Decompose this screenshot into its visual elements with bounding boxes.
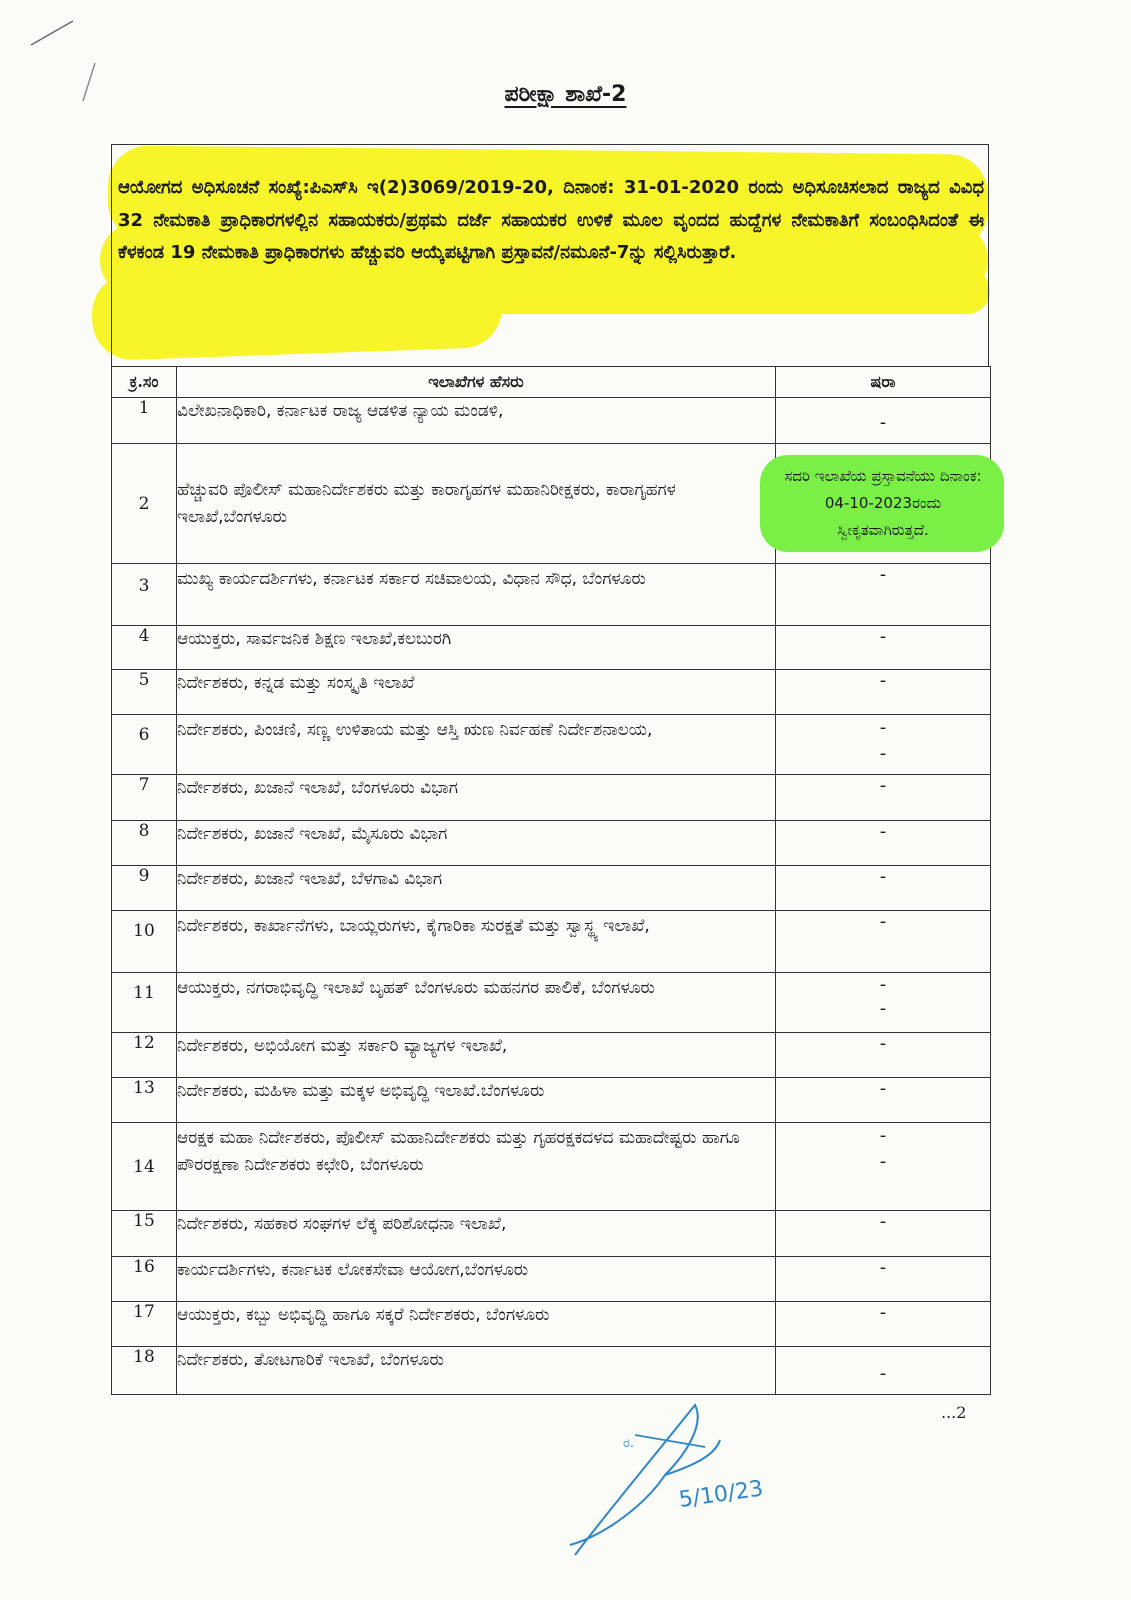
table-row (112, 973, 991, 1033)
row-serial-no: 18 (112, 1347, 177, 1395)
header-serial-no: ಕ್ರ.ಸಂ (112, 367, 177, 398)
row-remarks: - (776, 1347, 991, 1395)
row-serial-no: 10 (112, 911, 177, 973)
row-department-name: ಆಯುಕ್ತರು, ನಗರಾಭಿವೃದ್ಧಿ ಇಲಾಖೆ ಬೃಹತ್ ಬೆಂಗಳೂರು ಮಹನಗರ ಪಾಲಿಕೆ, ಬೆಂಗಳೂರು (177, 973, 776, 1033)
row-serial-no: 5 (112, 670, 177, 715)
row-department-name: ನಿರ್ದೇಶಕರು, ಖಜಾನೆ ಇಲಾಖೆ, ಬೆಂಗಳೂರು ವಿಭಾಗ (177, 775, 776, 821)
row-serial-no: 14 (112, 1123, 177, 1211)
row-remarks: - (776, 398, 991, 444)
row-department-name: ನಿರ್ದೇಶಕರು, ತೋಟಗಾರಿಕೆ ಇಲಾಖೆ, ಬೆಂಗಳೂರು (177, 1347, 776, 1395)
table-row (112, 670, 991, 715)
table-row (112, 1123, 991, 1211)
svg-text:ರ.: ರ. (623, 1436, 635, 1451)
table-row (112, 1211, 991, 1257)
header-remarks: ಷರಾ (776, 367, 991, 398)
row-department-name: ಹೆಚ್ಚುವರಿ ಪೊಲೀಸ್ ಮಹಾನಿರ್ದೇಶಕರು ಮತ್ತು ಕಾರಾಗೃಹಗಳ ಮಹಾನಿರೀಕ್ಷಕರು, ಕಾರಾಗೃಹಗಳ ಇಲಾಖೆ,ಬೆಂಗಳೂರು (177, 444, 776, 564)
row-remarks: - - (776, 1123, 991, 1211)
row-department-name: ಕಾರ್ಯದರ್ಶಿಗಳು, ಕರ್ನಾಟಕ ಲೋಕಸೇವಾ ಆಯೋಗ,ಬೆಂಗಳೂರು (177, 1257, 776, 1302)
row-remarks: - (776, 1033, 991, 1078)
row-remarks: - - (776, 715, 991, 775)
row-serial-no: 6 (112, 715, 177, 775)
row-remarks-cell (776, 444, 991, 564)
table-header-row (112, 367, 991, 398)
table-row (112, 398, 991, 444)
row-serial-no: 7 (112, 775, 177, 821)
row-department-name: ನಿರ್ದೇಶಕರು, ಖಜಾನೆ ಇಲಾಖೆ, ಬೆಳಗಾವಿ ವಿಭಾಗ (177, 866, 776, 911)
row-remarks: - (776, 775, 991, 821)
row-department-name: ನಿರ್ದೇಶಕರು, ಪಿಂಚಣಿ, ಸಣ್ಣ ಉಳಿತಾಯ ಮತ್ತು ಆಸ್ತಿ ಋಣ ನಿರ್ವಹಣೆ ನಿರ್ದೇಶನಾಲಯ, (177, 715, 776, 775)
row-serial-no: 9 (112, 866, 177, 911)
row-serial-no: 11 (112, 973, 177, 1033)
row-remarks: - - (776, 973, 991, 1033)
row-remarks: - (776, 626, 991, 670)
row-department-name: ಆರಕ್ಷಕ ಮಹಾ ನಿರ್ದೇಶಕರು, ಪೊಲೀಸ್ ಮಹಾನಿರ್ದೇಶಕರು ಮತ್ತು ಗೃಹರಕ್ಷಕದಳದ ಮಹಾದೇಷ್ಟರು ಹಾಗೂ ಪೌರರಕ್ಷಣಾ ನಿರ್ದೇಶಕರು ಕಛೇರಿ, ಬೆಂಗಳೂರು (177, 1123, 776, 1211)
row-serial-no: 13 (112, 1078, 177, 1123)
row-serial-no: 3 (112, 564, 177, 626)
table-row (112, 911, 991, 973)
row-department-name: ನಿರ್ದೇಶಕರು, ಅಭಿಯೋಗ ಮತ್ತು ಸರ್ಕಾರಿ ವ್ಯಾಜ್ಯಗಳ ಇಲಾಖೆ, (177, 1033, 776, 1078)
row-department-name: ನಿರ್ದೇಶಕರು, ಕನ್ನಡ ಮತ್ತು ಸಂಸ್ಕೃತಿ ಇಲಾಖೆ (177, 670, 776, 715)
row-remarks: - (776, 1302, 991, 1347)
row-serial-no: 16 (112, 1257, 177, 1302)
table-row (112, 1033, 991, 1078)
row-remarks: ಸದರಿ ಇಲಾಖೆಯ ಪ್ರಸ್ತಾವನೆಯು ದಿನಾಂಕ: 04-10-2023ರಂದು ಸ್ವೀಕೃತವಾಗಿರುತ್ತದೆ. (784, 467, 982, 539)
row-department-name: ನಿರ್ದೇಶಕರು, ಖಜಾನೆ ಇಲಾಖೆ, ಮೈಸೂರು ವಿಭಾಗ (177, 821, 776, 866)
notice-text: ಆಯೋಗದ ಅಧಿಸೂಚನೆ ಸಂಖ್ಯೆ:ಪಿಎಸ್‌ಸಿ ಇ(2)3069/2019-20, ದಿನಾಂಕ: 31-01-2020 ರಂದು ಅಧಿಸೂಚಿಸಲಾದ ರಾಜ್ಯದ ವಿವಿಧ 32 ನೇಮಕಾತಿ ಪ್ರಾಧಿಕಾರಗಳಲ್ಲಿನ ಸಹಾಯಕರು/ಪ್ರಥಮ ದರ್ಜೆ ಸಹಾಯಕರ ಉಳಿಕೆ ಮೂಲ ವೃಂದದ ಹುದ್ದೆಗಳ ನೇಮಕಾತಿಗೆ ಸಂಬಂಧಿಸಿದಂತೆ ಈ ಕೆಳಕಂಡ 19 ನೇಮಕಾತಿ ಪ್ರಾಧಿಕಾರಗಳು ಹೆಚ್ಚುವರಿ ಆಯ್ಕೆಪಟ್ಟಿಗಾಗಿ ಪ್ರಸ್ತಾವನೆ/ನಮೂನೆ-7ನ್ನು ಸಲ್ಲಿಸಿರುತ್ತಾರೆ. (118, 177, 984, 263)
signature-date: 5/10/23 (677, 1476, 765, 1513)
row-serial-no: 8 (112, 821, 177, 866)
row-serial-no: 2 (112, 444, 177, 564)
row-remarks: - (776, 911, 991, 973)
row-remarks: - (776, 1257, 991, 1302)
green-highlight-note (776, 459, 990, 548)
header-department-name: ಇಲಾಖೆಗಳ ಹೆಸರು (177, 367, 776, 398)
row-remarks: - (776, 866, 991, 911)
table-row (112, 626, 991, 670)
row-remarks: - (776, 821, 991, 866)
row-serial-no: 12 (112, 1033, 177, 1078)
row-serial-no: 1 (112, 398, 177, 444)
signature-mark (545, 1395, 785, 1575)
page-title: ಪರೀಕ್ಷಾ ಶಾಖೆ-2 (504, 82, 627, 107)
table-row (112, 715, 991, 775)
table-row (112, 821, 991, 866)
row-serial-no: 17 (112, 1302, 177, 1347)
row-department-name: ನಿರ್ದೇಶಕರು, ಸಹಕಾರ ಸಂಘಗಳ ಲೆಕ್ಕ ಪರಿಶೋಧನಾ ಇಲಾಖೆ, (177, 1211, 776, 1257)
row-serial-no: 4 (112, 626, 177, 670)
table-row (112, 1257, 991, 1302)
table-row (112, 1347, 991, 1395)
row-department-name: ಮುಖ್ಯ ಕಾರ್ಯದರ್ಶಿಗಳು, ಕರ್ನಾಟಕ ಸರ್ಕಾರ ಸಚಿವಾಲಯ, ವಿಧಾನ ಸೌಧ, ಬೆಂಗಳೂರು (177, 564, 776, 626)
table-row (112, 1302, 991, 1347)
row-department-name: ಆಯುಕ್ತರು, ಸಾರ್ವಜನಿಕ ಶಿಕ್ಷಣ ಇಲಾಖೆ,ಕಲಬುರಗಿ (177, 626, 776, 670)
row-department-name: ನಿರ್ದೇಶಕರು, ಕಾರ್ಖಾನೆಗಳು, ಬಾಯ್ಲರುಗಳು, ಕೈಗಾರಿಕಾ ಸುರಕ್ಷತೆ ಮತ್ತು ಸ್ವಾಸ್ಥ್ಯ ಇಲಾಖೆ, (177, 911, 776, 973)
table-row (112, 564, 991, 626)
row-remarks: - (776, 564, 991, 626)
row-remarks: - (776, 670, 991, 715)
department-table (111, 366, 991, 1395)
page-continuation: ...2 (941, 1403, 967, 1422)
table-row (112, 866, 991, 911)
row-remarks: - (776, 1078, 991, 1123)
row-department-name: ನಿರ್ದೇಶಕರು, ಮಹಿಳಾ ಮತ್ತು ಮಕ್ಕಳ ಅಭಿವೃದ್ಧಿ ಇಲಾಖೆ.ಬೆಂಗಳೂರು (177, 1078, 776, 1123)
table-row (112, 444, 991, 564)
table-row (112, 775, 991, 821)
row-remarks: - (776, 1211, 991, 1257)
table-row (112, 1078, 991, 1123)
row-serial-no: 15 (112, 1211, 177, 1257)
row-department-name: ವಿಲೇಖನಾಧಿಕಾರಿ, ಕರ್ನಾಟಕ ರಾಜ್ಯ ಆಡಳಿತ ನ್ಯಾಯ ಮಂಡಳಿ, (177, 398, 776, 444)
row-department-name: ಆಯುಕ್ತರು, ಕಬ್ಬು ಅಭಿವೃದ್ಧಿ ಹಾಗೂ ಸಕ್ಕರೆ ನಿರ್ದೇಶಕರು, ಬೆಂಗಳೂರು (177, 1302, 776, 1347)
